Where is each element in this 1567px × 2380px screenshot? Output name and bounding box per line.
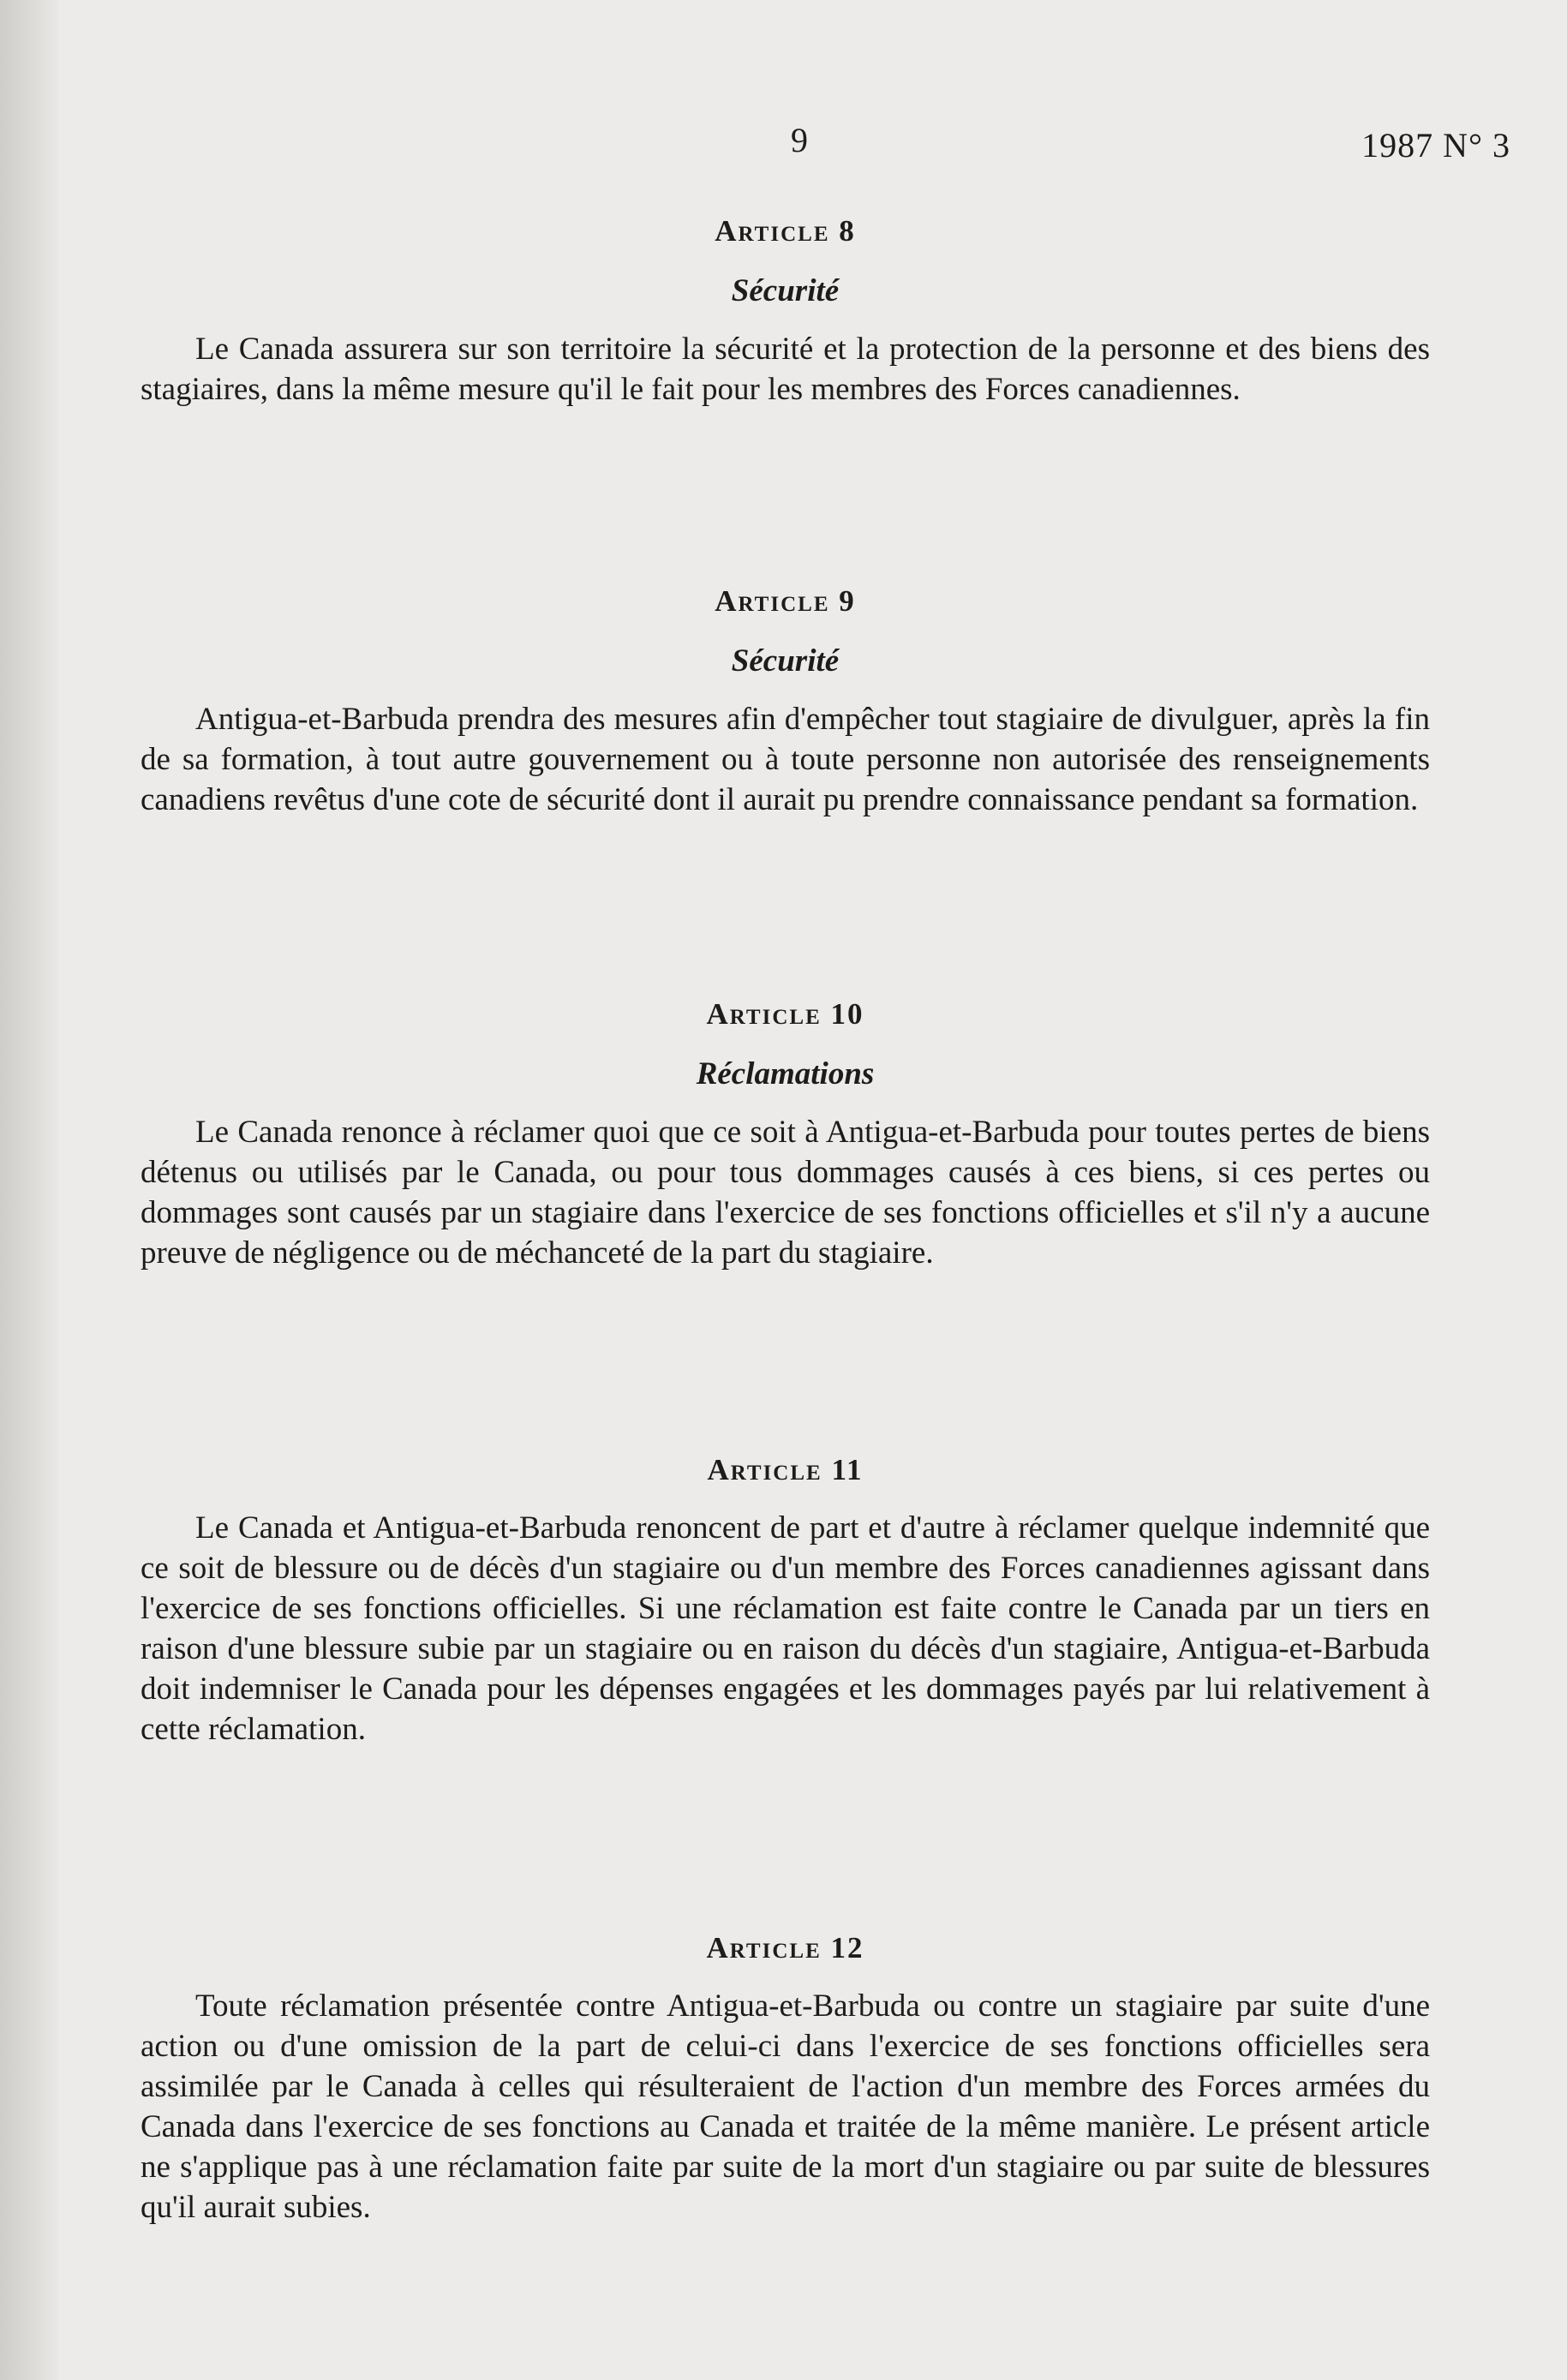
article-body: Le Canada renonce à réclamer quoi que ce soit à Antigua-et-Barbuda pour toutes pertes de biens détenus ou utilisés par le Canada, ou pour tous dommages causés à ces biens, si ces pertes ou dommages sont causés par un stagiaire dans l'exercice de ses fonctions officielles et s'il n'y a aucune preuve de négligence ou de méchanceté de la part du stagiaire.: [141, 1115, 1430, 1271]
article-heading: Article 11: [707, 1453, 864, 1486]
article-9: [141, 581, 1430, 820]
article-heading: Article 9: [715, 584, 856, 618]
binding-edge: [0, 0, 58, 2380]
article-subtitle: Réclamations: [696, 1056, 875, 1091]
article-heading: Article 12: [706, 1931, 864, 1964]
article-body: Le Canada et Antigua-et-Barbuda renoncent de part et d'autre à réclamer quelque indemnité que ce soit de blessure ou de décès d'un stagiaire ou d'un membre des Forces canadiennes agissant dans l'exercice de ses fonctions officielles. Si une réclamation est faite contre le Canada par un tiers en raison d'une blessure subie par un stagiaire ou en raison du décès d'un stagiaire, Antigua-et-Barbuda doit indemniser le Canada pour les dépenses engagées et les dommages payés par lui relativement à cette réclamation.: [141, 1510, 1430, 1747]
article-10: [141, 994, 1430, 1273]
document-page: [58, 0, 1567, 2380]
article-11: [141, 1450, 1430, 1749]
article-12: [141, 1928, 1430, 2228]
article-body: Le Canada assurera sur son territoire la sécurité et la protection de la personne et des biens des stagiaires, dans la même mesure qu'il le fait pour les membres des Forces canadiennes.: [141, 332, 1430, 407]
running-head: [58, 120, 1567, 171]
article-heading: Article 8: [715, 214, 856, 248]
page-number: 9: [791, 121, 808, 159]
article-body: Toute réclamation présentée contre Antigua-et-Barbuda ou contre un stagiaire par suite d'une action ou d'une omission de la part de celui-ci dans l'exercice de ses fonctions officielles sera assimilée par le Canada à celles qui résulteraient de l'action d'un membre des Forces armées du Canada dans l'exercice de ses fonctions au Canada et traitée de la même manière. Le présent article ne s'applique pas à une réclamation faite par suite de la mort d'un stagiaire ou par suite de blessures qu'il aurait subies.: [141, 1988, 1430, 2225]
article-subtitle: Sécurité: [731, 643, 840, 679]
article-subtitle: Sécurité: [731, 273, 840, 308]
article-heading: Article 10: [706, 997, 864, 1031]
article-8: [141, 211, 1430, 410]
article-body: Antigua-et-Barbuda prendra des mesures afin d'empêcher tout stagiaire de divulguer, après la fin de sa formation, à tout autre gouvernement ou à toute personne non autorisée des renseignements canadiens revêtus d'une cote de sécurité dont il aurait pu prendre connaissance pendant sa formation.: [141, 702, 1430, 817]
issue-reference: 1987 N° 3: [1361, 126, 1510, 164]
